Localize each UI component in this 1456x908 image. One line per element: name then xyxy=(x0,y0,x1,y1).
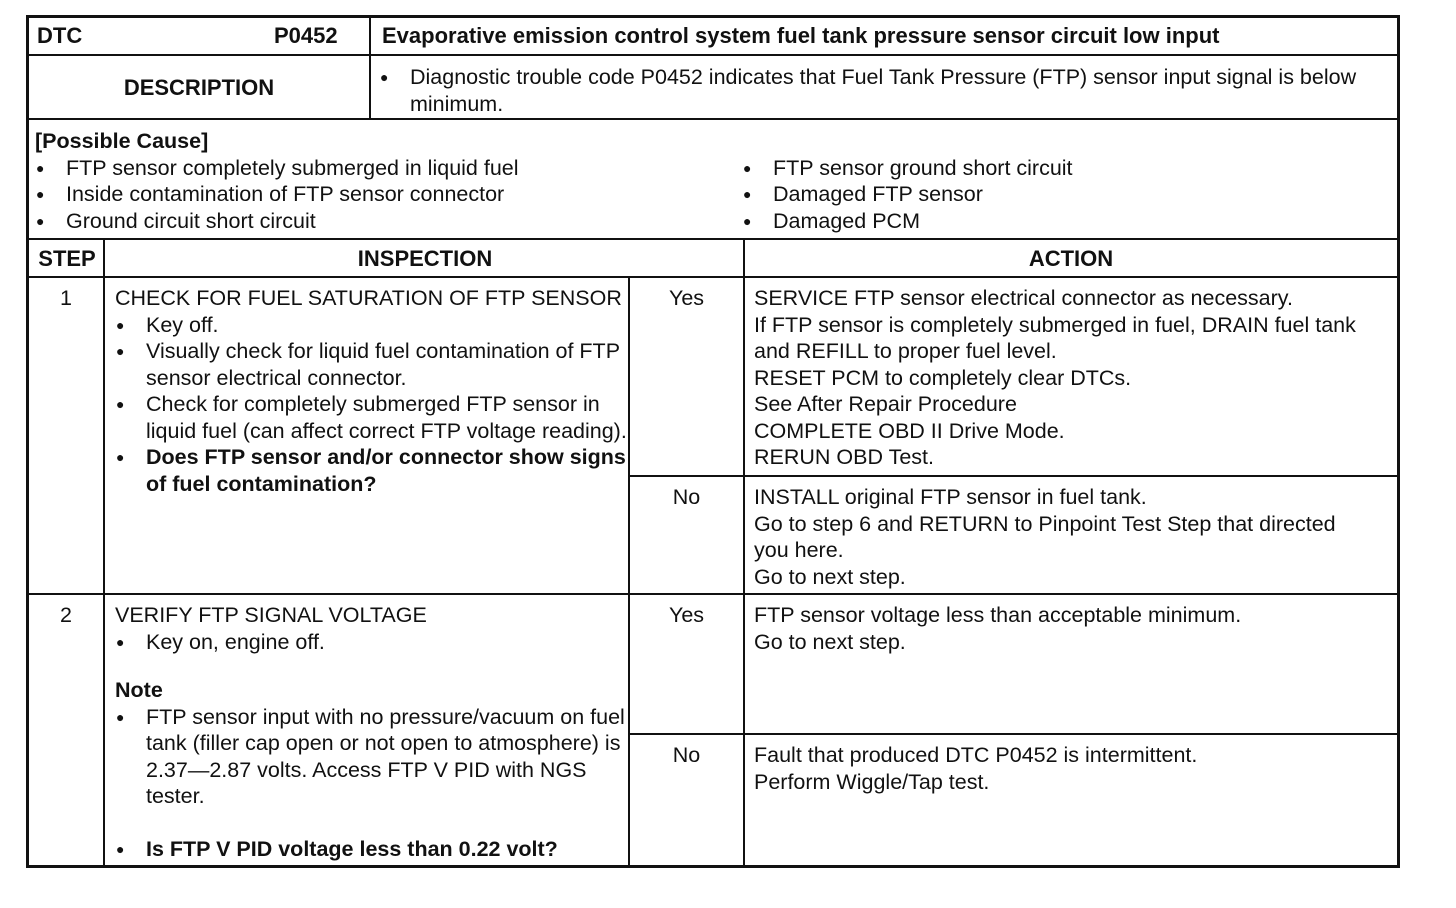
divider xyxy=(29,118,1397,120)
dtc-diagnostic-table xyxy=(26,15,1400,868)
description-text xyxy=(380,64,1392,117)
cause-item: ● Damaged FTP sensor xyxy=(742,181,1382,208)
action-line: Go to next step. xyxy=(754,564,906,589)
note-bullet: ● FTP sensor input with no pressure/vacuum on fuel tank (filler cap open or not open to atmosphere) is 2.37—2.87 volts. Access FTP V PID with NGS tester. xyxy=(115,704,628,810)
step-number: 1 xyxy=(60,286,72,310)
no-label: No xyxy=(672,743,701,767)
inspection-bullet: ● Check for completely submerged FTP sensor in liquid fuel (can affect correct FTP voltage reading). xyxy=(115,391,628,444)
inspection-question: ● Does FTP sensor and/or connector show signs of fuel contamination? xyxy=(115,444,628,497)
column-header-inspection: INSPECTION xyxy=(357,246,493,271)
inspection-bullet: ● Key off. xyxy=(115,312,628,339)
action-line: COMPLETE OBD II Drive Mode. xyxy=(754,418,1065,443)
possible-cause-heading: [Possible Cause] xyxy=(35,129,209,153)
action-line: INSTALL original FTP sensor in fuel tank. xyxy=(754,485,1147,509)
note-label: Note xyxy=(115,678,163,702)
yes-label: Yes xyxy=(668,286,705,310)
action-line: Go to next step. xyxy=(754,629,906,654)
dtc-title: Evaporative emission control system fuel tank pressure sensor circuit low input xyxy=(382,23,1220,48)
action-line: RESET PCM to completely clear DTCs. xyxy=(754,365,1132,390)
inspection-bullet: ● Visually check for liquid fuel contamination of FTP sensor electrical connector. xyxy=(115,338,628,391)
step-title: CHECK FOR FUEL SATURATION OF FTP SENSOR xyxy=(115,286,622,310)
yes-action xyxy=(745,598,1395,655)
dtc-label: DTC xyxy=(37,23,83,48)
dtc-code: P0452 xyxy=(274,23,338,48)
no-action xyxy=(745,480,1365,590)
cause-item: ● Ground circuit short circuit xyxy=(35,208,735,235)
divider xyxy=(628,276,630,865)
divider xyxy=(628,475,1397,477)
action-line: FTP sensor voltage less than acceptable minimum. xyxy=(754,603,1242,627)
divider xyxy=(29,276,1397,278)
action-line: If FTP sensor is completely submerged in fuel, DRAIN fuel tank and REFILL to proper fuel level. xyxy=(754,312,1356,363)
yes-action xyxy=(745,281,1395,471)
inspection-bullet: ● Key on, engine off. xyxy=(115,629,628,656)
divider xyxy=(29,593,1397,595)
step-number: 2 xyxy=(60,603,72,627)
cause-item: ● FTP sensor ground short circuit xyxy=(742,155,1382,182)
cause-item: ● Damaged PCM xyxy=(742,208,1382,235)
action-line: Go to step 6 and RETURN to Pinpoint Test Step that directed you here. xyxy=(754,511,1336,562)
action-line: Fault that produced DTC P0452 is intermittent. xyxy=(754,743,1198,767)
step-inspection xyxy=(105,598,628,862)
cause-item: ● Inside contamination of FTP sensor connector xyxy=(35,181,735,208)
possible-cause-right xyxy=(742,155,1382,235)
yes-label: Yes xyxy=(668,603,705,627)
column-header-step: STEP xyxy=(38,246,96,271)
possible-cause-section xyxy=(35,128,735,234)
divider xyxy=(29,238,1397,240)
action-line: See After Repair Procedure xyxy=(754,392,1017,416)
description-bullet: ● Diagnostic trouble code P0452 indicates that Fuel Tank Pressure (FTP) sensor input signal is below minimum. xyxy=(380,64,1392,117)
cause-item: ● FTP sensor completely submerged in liquid fuel xyxy=(35,155,735,182)
step-inspection xyxy=(105,281,628,497)
no-action xyxy=(745,738,1395,795)
no-label: No xyxy=(672,485,701,509)
divider xyxy=(29,54,1397,56)
step-title: VERIFY FTP SIGNAL VOLTAGE xyxy=(115,603,427,627)
inspection-question: ● Is FTP V PID voltage less than 0.22 volt? xyxy=(115,836,628,863)
divider xyxy=(628,733,1397,735)
action-line: Perform Wiggle/Tap test. xyxy=(754,769,990,794)
column-header-action: ACTION xyxy=(1028,246,1114,271)
action-line: SERVICE FTP sensor electrical connector as necessary. xyxy=(754,286,1293,310)
description-label: DESCRIPTION xyxy=(123,75,275,100)
action-line: RERUN OBD Test. xyxy=(754,445,934,469)
divider xyxy=(369,18,371,118)
